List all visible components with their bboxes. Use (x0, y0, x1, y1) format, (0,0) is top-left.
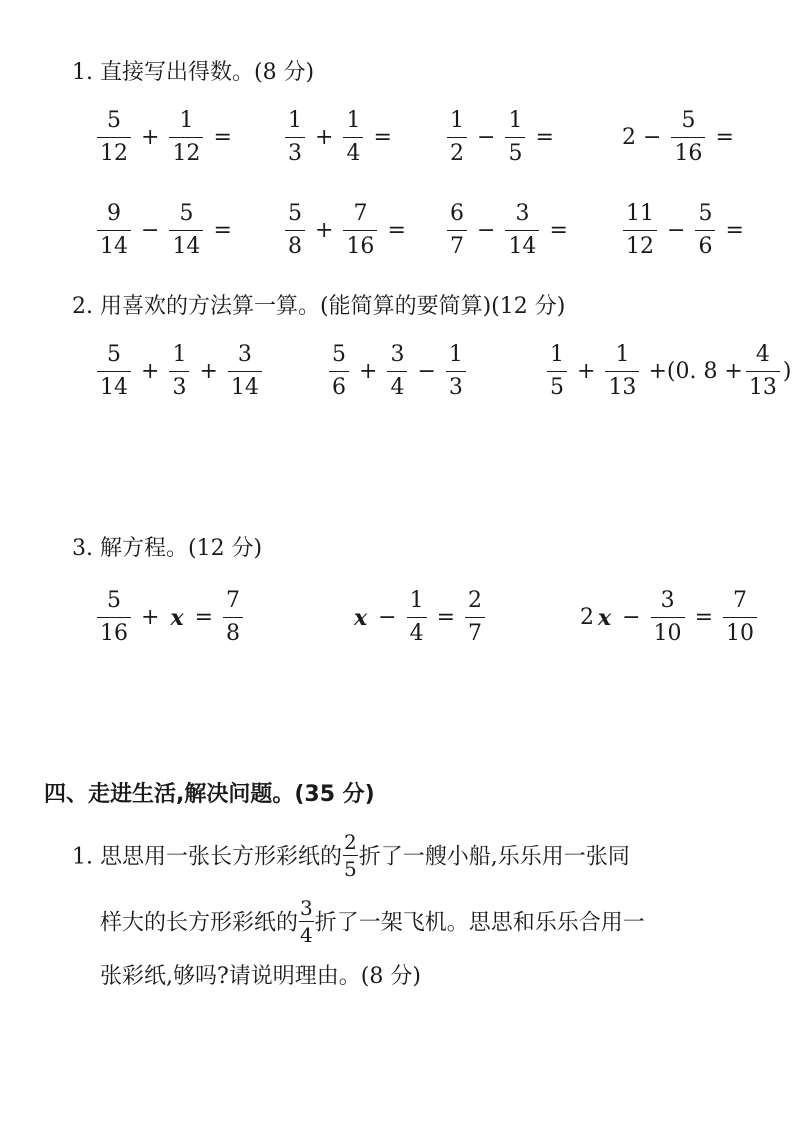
section4-problem1-line2: 样大的长方形彩纸的 $\frac{3}{4}$ 折了一架飞机。思思和乐乐合用一 (100, 896, 645, 947)
section4-heading: 四、走进生活,解决问题。(35 分) (44, 782, 375, 807)
q3-title: 3. 解方程。(12 分) (72, 536, 263, 561)
inline-fraction: $\frac{3}{4}$ (300, 896, 313, 947)
q1-row2-expr1: $\frac{9}{14}$ − $\frac{5}{14}$ = (94, 203, 239, 258)
q1-row2-expr3: $\frac{6}{7}$ − $\frac{3}{14}$ = (444, 203, 575, 258)
q1-title: 1. 直接写出得数。(8 分) (72, 60, 315, 85)
section4-problem1-line1: 1. 思思用一张长方形彩纸的 $\frac{2}{5}$ 折了一艘小船,乐乐用一张同 (72, 830, 630, 881)
q1-row1-expr3: $\frac{1}{2}$ − $\frac{1}{5}$ = (444, 110, 561, 165)
q2-expr2: $\frac{5}{6}$ + $\frac{3}{4}$ − $\frac{1}{3}$ (326, 344, 469, 399)
q1-row1-expr4: 2 − $\frac{5}{16}$ = (622, 108, 734, 166)
q3-equation2: x − $\frac{1}{4}$ = $\frac{2}{7}$ (350, 590, 488, 645)
q3-equation3: 2 x − $\frac{3}{10}$ = $\frac{7}{10}$ (580, 590, 760, 645)
q1-row2-expr2: $\frac{5}{8}$ + $\frac{7}{16}$ = (282, 203, 413, 258)
q2-expr3: $\frac{1}{5}$ + $\frac{1}{13}$ +(0. 8 + $\frac{4}{13}$ ) (544, 344, 791, 399)
inline-fraction: $\frac{2}{5}$ (343, 830, 357, 881)
fraction: $\frac{5}{12}$ (97, 110, 131, 165)
fraction: $\frac{1}{12}$ (169, 110, 203, 165)
q1-row1-expr1: $\frac{5}{12}$ + $\frac{1}{12}$ = (94, 110, 239, 165)
q1-row1-expr2: $\frac{1}{3}$ + $\frac{1}{4}$ = (282, 110, 399, 165)
q1-row2-expr4: $\frac{11}{12}$ − $\frac{5}{6}$ = (620, 203, 751, 258)
q2-title: 2. 用喜欢的方法算一算。(能简算的要简算)(12 分) (72, 294, 566, 319)
q3-equation1: $\frac{5}{16}$ + x = $\frac{7}{8}$ (94, 590, 246, 645)
q2-expr1: $\frac{5}{14}$ + $\frac{1}{3}$ + $\frac{3}{14}$ (94, 344, 265, 399)
section4-problem1-line3: 张彩纸,够吗?请说明理由。(8 分) (100, 964, 421, 989)
